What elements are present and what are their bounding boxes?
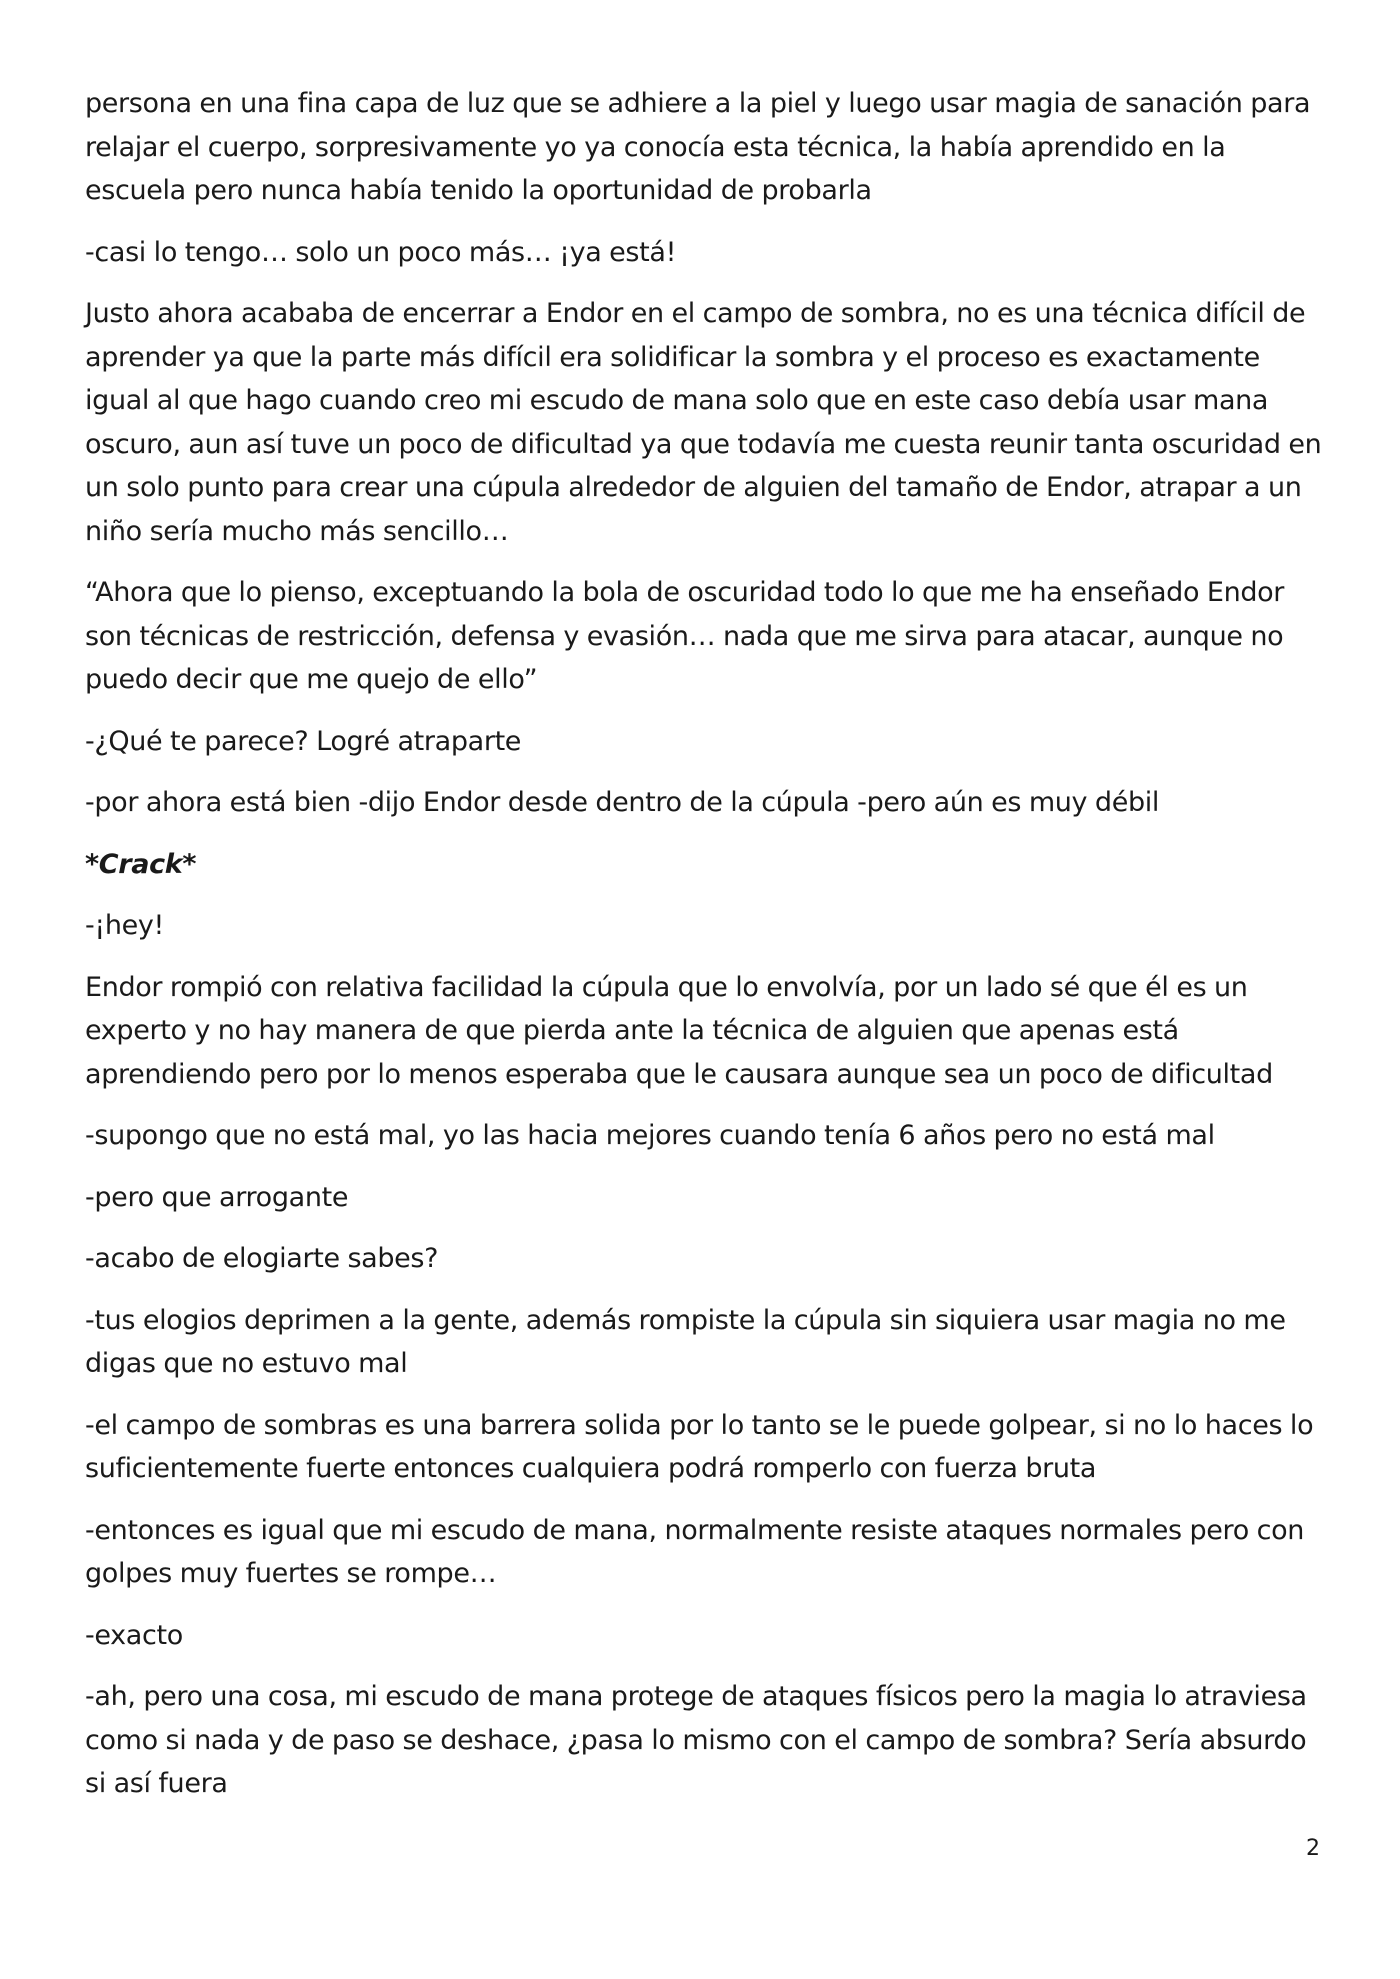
- dialogue-line: -exacto: [85, 1619, 183, 1651]
- dialogue-line: -supongo que no está mal, yo las hacia mejores cuando tenía 6 años pero no está mal: [85, 1120, 1215, 1151]
- dialogue-line: -acabo de elogiarte sabes?: [85, 1243, 439, 1274]
- dialogue-line: -ah, pero una cosa, mi escudo de mana protege de ataques físicos pero la magia lo atraviesa como si nada y de paso se deshace, ¿pasa lo mismo con el campo de sombra? Sería absurdo si así fuera: [85, 1681, 1307, 1799]
- paragraph: persona en una fina capa de luz que se adhiere a la piel y luego usar magia de sanación para relajar el cuerpo, sorpresivamente yo ya conocía esta técnica, la había aprendido en la escuela pero nunca había tenido la oportunidad de probarla: [85, 88, 1311, 206]
- paragraph: Justo ahora acababa de encerrar a Endor en el campo de sombra, no es una técnica difícil de aprender ya que la parte más difícil era solidificar la sombra y el proceso es exactamente igual al que hago cuando creo mi escudo de mana solo que en este caso debía usar mana oscuro, aun así tuve un poco de dificultad ya que todavía me cuesta reunir tanta oscuridad en un solo punto para crear una cúpula alrededor de alguien del tamaño de Endor, atrapar a un niño sería mucho más sencillo…: [85, 298, 1322, 547]
- dialogue-line: -el campo de sombras es una barrera solida por lo tanto se le puede golpear, si no lo haces lo suficientemente fuerte entonces cualquiera podrá romperlo con fuerza bruta: [85, 1409, 1314, 1484]
- dialogue-line: -casi lo tengo… solo un poco más… ¡ya está!: [85, 236, 677, 268]
- sound-effect: *Crack*: [85, 848, 197, 880]
- body-text: [85, 82, 1325, 1824]
- dialogue-line: -¡hey!: [85, 910, 164, 941]
- dialogue-line: -tus elogios deprimen a la gente, además rompiste la cúpula sin siquiera usar magia no me digas que no estuvo mal: [85, 1304, 1286, 1379]
- dialogue-line: -por ahora está bien -dijo Endor desde dentro de la cúpula -pero aún es muy débil: [85, 787, 1160, 818]
- paragraph: Endor rompió con relativa facilidad la cúpula que lo envolvía, por un lado sé que él es un experto y no hay manera de que pierda ante la técnica de alguien que apenas está aprendiendo pero por lo menos esperaba que le causara aunque sea un poco de dificultad: [85, 971, 1273, 1090]
- thought-paragraph: “Ahora que lo pienso, exceptuando la bola de oscuridad todo lo que me ha enseñado Endor son técnicas de restricción, defensa y evasión… nada que me sirva para atacar, aunque no puedo decir que me quejo de ello”: [85, 577, 1285, 695]
- dialogue-line: -¿Qué te parece? Logré atraparte: [85, 725, 522, 757]
- dialogue-line: -pero que arrogante: [85, 1181, 349, 1213]
- dialogue-line: -entonces es igual que mi escudo de mana, normalmente resiste ataques normales pero con golpes muy fuertes se rompe…: [85, 1514, 1305, 1589]
- page-number: 2: [1306, 1836, 1320, 1861]
